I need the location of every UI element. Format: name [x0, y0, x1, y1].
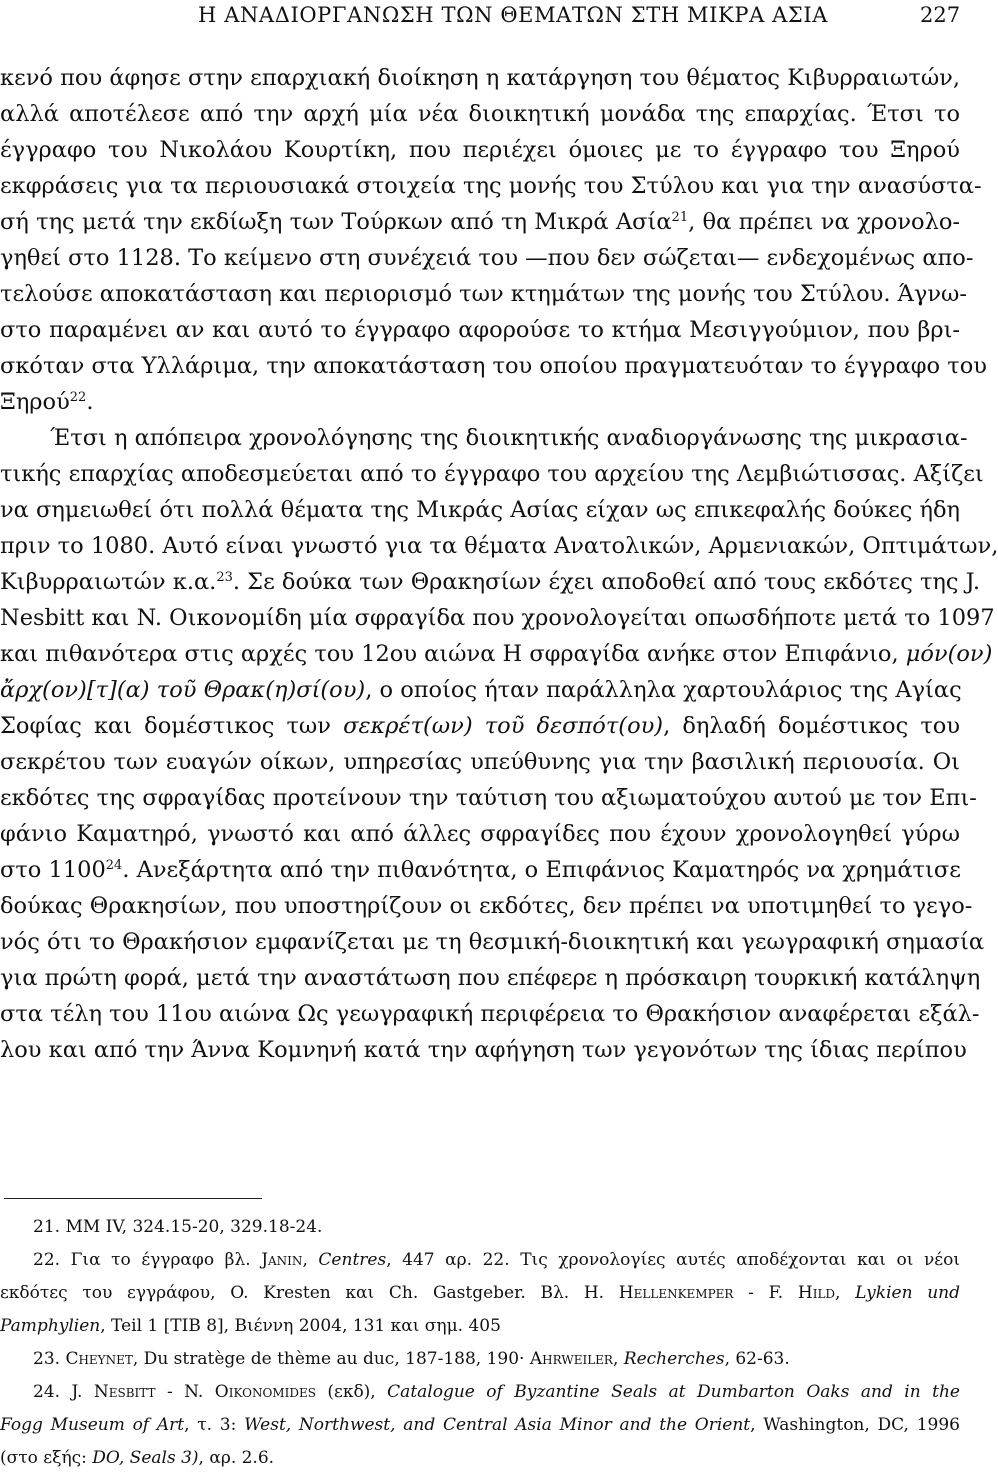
- text-line: [0, 636, 993, 672]
- footnote-ref-21: 21: [671, 210, 689, 225]
- text-line: σκόταν στα Υλλάριμα, την αποκατάσταση του οποίου πραγματευόταν το έγγραφο του: [0, 353, 987, 379]
- text-line: [0, 564, 981, 600]
- text-line: να σημειωθεί ότι πολλά θέματα της Μικράς Ασίας είχαν ως επικεφαλής δούκες ήδη: [0, 497, 961, 523]
- footnote-ref-23: 23: [216, 570, 233, 585]
- text-line: εκφράσεις για τα περιουσιακά στοιχεία της μονής του Στύλου και για την ανασύστα-: [0, 173, 982, 199]
- italic-segment: μόν(ον): [905, 641, 993, 667]
- footnote-ref-24: 24: [105, 858, 123, 873]
- body-text: [0, 60, 998, 1068]
- text-line: για πρώτη φορά, μετά την αναστάτωση που επέφερε η πρόσκαιρη τουρκική κατάληψη: [0, 965, 981, 991]
- text-segment: και πιθανότερα στις αρχές του 12ου αιώνα Η σφραγίδα ανήκε στον Επιφάνιο,: [0, 641, 906, 667]
- italic-segment: ἄρχ(ον)[τ](α) τοῦ Θρακ(η)σί(ου): [0, 677, 366, 703]
- page-header: [0, 0, 960, 40]
- footnote-23: [0, 1343, 960, 1376]
- italic-segment: Centres: [318, 1250, 387, 1270]
- text-line: [0, 852, 960, 888]
- text-line: εκδότες της σφραγίδας προτείνουν την ταύτιση του αξιωματούχου αυτού με τον Επι-: [0, 785, 977, 811]
- author-name: Ahrweiler: [529, 1349, 613, 1369]
- text-segment: Σοφίας και δομέστικος των: [0, 713, 344, 739]
- text-line: έγγραφο του Νικολάου Κουρτίκη, που περιέχει όμοιες με το έγγραφο του Ξηρού: [0, 137, 960, 163]
- author-name: Oikonomides: [214, 1382, 316, 1402]
- text-segment: , αρ. 2.6.: [198, 1448, 275, 1468]
- italic-segment: West, Northwest, and Central Asia Minor and the Orient: [244, 1415, 751, 1435]
- text-segment: . Σε δούκα των Θρακησίων έχει αποδοθεί από τους εκδότες της J.: [232, 569, 981, 595]
- footnote-24-cont: [0, 1409, 960, 1442]
- text-segment: , Du stratège de thème au duc, 187-188, 190·: [132, 1349, 530, 1369]
- text-segment: , 62-63.: [724, 1349, 790, 1369]
- text-segment: , τ. 3:: [184, 1415, 245, 1435]
- italic-segment: Catalogue of Byzantine Seals at Dumbarton Oaks and in the: [387, 1382, 960, 1402]
- italic-segment: Recherches: [623, 1349, 725, 1369]
- text-segment: .: [86, 389, 94, 415]
- author-name: Janin: [261, 1250, 303, 1270]
- text-segment: (εκδ),: [315, 1382, 388, 1402]
- italic-segment: Lykien und: [855, 1283, 960, 1303]
- text-segment: (στο εξής:: [0, 1448, 93, 1468]
- text-segment: , θα πρέπει να χρονολο-: [688, 209, 960, 235]
- author-name: Hild: [797, 1283, 836, 1303]
- text-segment: Κιβυρραιωτών κ.α.: [0, 569, 217, 595]
- text-segment: σή της μετά την εκδίωξη των Τούρκων από τη Μικρά Ασία: [0, 209, 672, 235]
- text-segment: ,: [302, 1250, 319, 1270]
- text-segment: ,: [835, 1283, 856, 1303]
- footnote-22-cont: [0, 1277, 960, 1310]
- footnotes: [0, 1211, 960, 1475]
- text-segment: εκδότες του εγγράφου, O. Kresten και Ch. Gastgeber. Βλ. H.: [0, 1283, 619, 1303]
- text-line: πριν το 1080. Αυτό είναι γνωστό για τα θέματα Ανατολικών, Αρμενιακών, Οπτιμάτων,: [0, 533, 998, 559]
- text-line: γηθεί στο 1128. Το κείμενο στη συνέχειά του —που δεν σώζεται— ενδεχομένως απο-: [0, 245, 974, 271]
- footnote-ref-22: 22: [69, 390, 87, 405]
- footnote-22: [0, 1244, 960, 1277]
- italic-segment: DO, Seals 3): [92, 1448, 199, 1468]
- text-line: σεκρέτου των ευαγών οίκων, υπηρεσίας υπεύθυνης για την βασιλική περιουσία. Οι: [0, 749, 960, 775]
- author-name: Hellenkemper: [618, 1283, 734, 1303]
- footnote-21: 21. MM IV, 324.15-20, 329.18-24.: [33, 1217, 323, 1237]
- text-segment: 22. Για το έγγραφο βλ.: [33, 1250, 262, 1270]
- paragraph-start: Έτσι η απόπειρα χρονολόγησης της διοικητικής αναδιοργάνωσης της μικρασια-: [50, 425, 968, 451]
- text-line: τελούσε αποκατάσταση και περιορισμό των κτημάτων της μονής του Στύλου. Άγνω-: [0, 281, 967, 307]
- footnote-24-cont: [0, 1442, 960, 1475]
- text-line: δούκας Θρακησίων, που υποστηρίζουν οι εκδότες, δεν πρέπει να υποτιμηθεί το γεγο-: [0, 893, 973, 919]
- text-segment: , Washington, DC, 1996: [750, 1415, 960, 1435]
- italic-segment: Pamphylien: [0, 1316, 101, 1336]
- text-segment: - N.: [155, 1382, 215, 1402]
- author-name: Nesbitt: [93, 1382, 156, 1402]
- italic-segment: Fogg Museum of Art: [0, 1415, 185, 1435]
- text-line: αλλά αποτέλεσε από την αρχή μία νέα διοικητική μονάδα της επαρχίας. Έτσι το: [0, 101, 960, 127]
- running-title: Η ΑΝΑΔΙΟΡΓΑΝΩΣΗ ΤΩΝ ΘΕΜΑΤΩΝ ΣΤΗ ΜΙΚΡΑ ΑΣΙΑ: [198, 3, 828, 27]
- text-line: [0, 204, 960, 240]
- text-line: λου και από την Άννα Κομνηνή κατά την αφήγηση των γεγονότων της ίδιας περίπου: [0, 1037, 967, 1063]
- text-segment: 24. J.: [33, 1382, 94, 1402]
- text-line: στα τέλη του 11ου αιώνα Ως γεωγραφική περιφέρεια το Θρακήσιον αναφέρεται εξάλ-: [0, 1001, 980, 1027]
- text-line: [0, 384, 960, 420]
- text-segment: . Ανεξάρτητα από την πιθανότητα, ο Επιφάνιος Καματηρός να χρημάτισε: [122, 857, 961, 883]
- footnote-22-cont: [0, 1310, 960, 1343]
- footnote-24: [0, 1376, 960, 1409]
- text-line: νός ότι το Θρακήσιον εμφανίζεται με τη θεσμική-διοικητική και γεωγραφική σημασία: [0, 929, 985, 955]
- italic-segment: σεκρέτ(ων) τοῦ δεσπότ(ου): [343, 713, 664, 739]
- footnote-separator: [4, 1198, 262, 1199]
- text-line: κενό που άφησε στην επαρχιακή διοίκηση η κατάργηση του θέματος Κιβυρραιωτών,: [0, 65, 960, 91]
- text-segment: Ξηρού: [0, 389, 70, 415]
- text-line: Nesbitt και N. Οικονομίδη μία σφραγίδα που χρονολογείται οπωσδήποτε μετά το 1097: [0, 605, 995, 631]
- text-segment: , δηλαδή δομέστικος του: [663, 713, 960, 739]
- text-segment: , ο οποίος ήταν παράλληλα χαρτουλάριος της Αγίας: [365, 677, 962, 703]
- text-line: φάνιο Καματηρό, γνωστό και από άλλες σφραγίδες που έχουν χρονολογηθεί γύρω: [0, 821, 960, 847]
- author-name: Cheynet: [65, 1349, 133, 1369]
- text-line: [0, 708, 960, 744]
- text-segment: , 447 αρ. 22. Τις χρονολογίες αυτές αποδέχονται και οι νέοι: [386, 1250, 961, 1270]
- text-segment: , Teil 1 [TIB 8], Βιέννη 2004, 131 και σημ. 405: [100, 1316, 501, 1336]
- text-segment: στο 1100: [0, 857, 106, 883]
- text-line: τικής επαρχίας αποδεσμεύεται από το έγγραφο του αρχείου της Λεμβιώτισσας. Αξίζει: [0, 461, 984, 487]
- text-segment: 23.: [33, 1349, 66, 1369]
- page-number: 227: [920, 3, 961, 27]
- text-line: στο παραμένει αν και αυτό το έγγραφο αφορούσε το κτήμα Μεσιγγούμιον, που βρι-: [0, 317, 960, 343]
- text-segment: - F.: [733, 1283, 798, 1303]
- text-line: [0, 672, 960, 708]
- text-segment: ,: [612, 1349, 624, 1369]
